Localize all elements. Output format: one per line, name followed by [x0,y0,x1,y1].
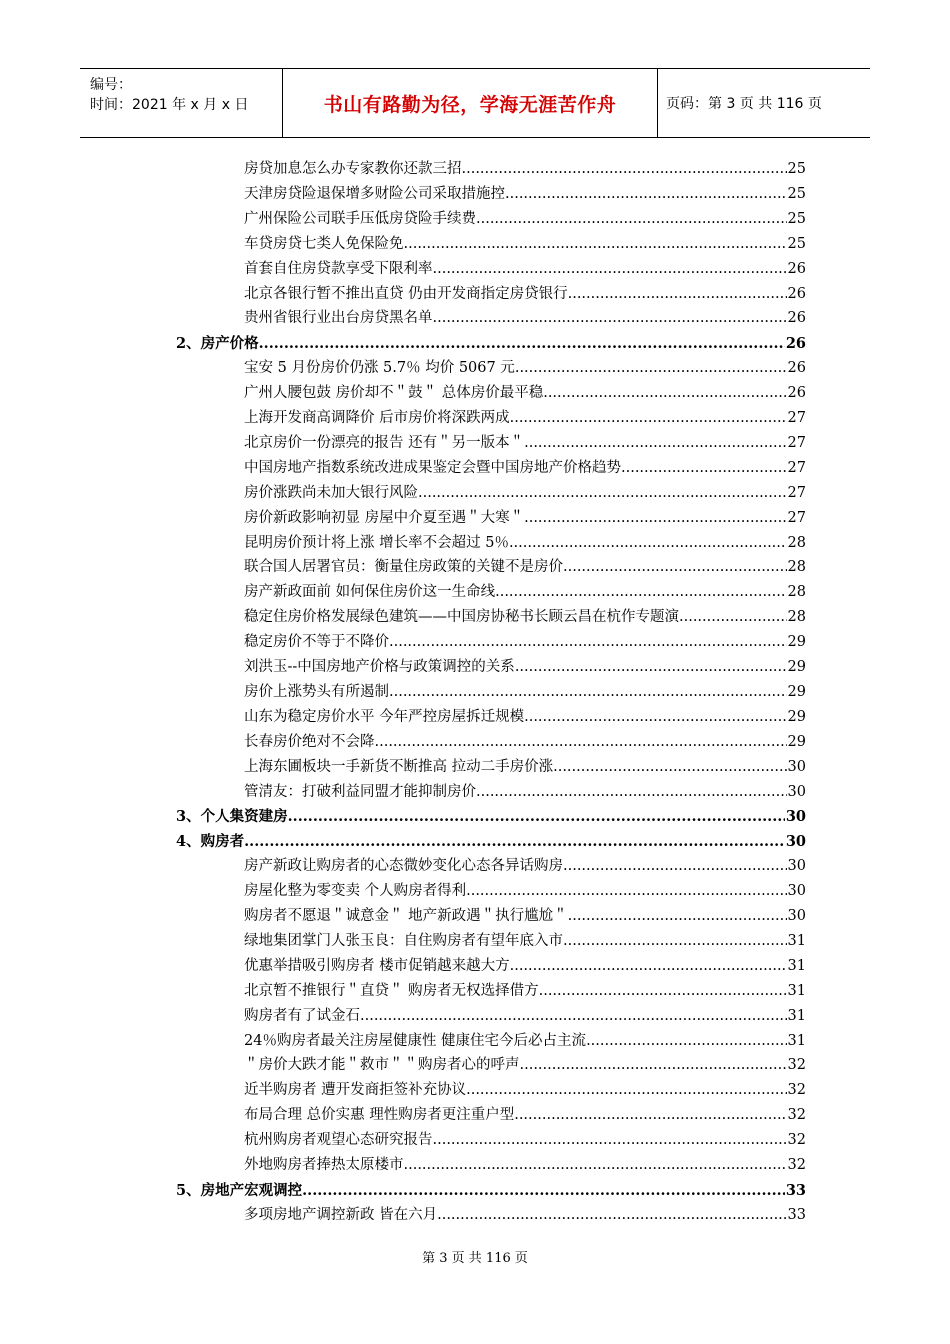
toc-entry[interactable] [244,580,806,605]
toc-entry[interactable] [244,1053,806,1078]
toc-entry-page: 31 [787,1032,806,1049]
toc-entry[interactable] [244,182,806,207]
toc-entry-title: 昆明房价预计将上涨 增长率不会超过 5％ [244,534,509,551]
toc-leader-dots [515,356,787,381]
toc-entry[interactable] [244,431,806,456]
toc-entry-title: 房价新政影响初显 房屋中介夏至遇＂大寒＂ [244,509,525,526]
toc-entry-page: 26 [785,335,806,353]
toc-entry-page: 31 [787,1007,806,1024]
toc-leader-dots [433,257,787,282]
toc-leader-dots [539,979,787,1004]
toc-leader-dots [543,381,786,406]
toc-entry[interactable] [244,680,806,705]
toc-entry-page: 29 [787,659,806,675]
toc-entry-title: 5、房地产宏观调控 [176,1181,303,1199]
toc-entry-page: 28 [787,534,806,551]
toc-entry-title: ＂房价大跌才能＂救市＂＂购房者心的呼声 [244,1057,520,1074]
toc-entry-page: 25 [787,161,806,177]
toc-entry[interactable] [244,356,806,381]
toc-entry-title: 稳定住房价格发展绿色建筑——中国房协秘书长顾云昌在杭作专题演 [244,609,679,626]
toc-entry[interactable] [244,954,806,979]
toc-leader-dots [476,207,787,232]
toc-entry-title: 24％购房者最关注房屋健康性 健康住宅今后必占主流 [244,1032,587,1049]
header-page-label: 页码：第 3 页 共 116 页 [666,96,822,112]
toc-entry-page: 32 [787,1082,806,1099]
toc-entry[interactable] [244,456,806,481]
toc-entry-page: 32 [787,1157,806,1173]
toc-entry-page: 30 [785,833,806,851]
header-page-cell [658,69,870,137]
toc-leader-dots [524,431,786,456]
toc-leader-dots [563,854,787,879]
toc-leader-dots [524,506,786,531]
page-footer: 第 3 页 共 116 页 [422,1251,528,1266]
toc-entry-page: 28 [787,584,806,601]
toc-entry-title: 布局合理 总价实惠 理性购房者更注重户型 [244,1107,515,1124]
toc-leader-dots [302,1178,785,1203]
toc-entry-page: 26 [787,285,806,302]
toc-leader-dots [510,406,787,431]
toc-entry[interactable] [244,655,806,680]
toc-leader-dots [404,232,787,257]
toc-entry-title: 绿地集团掌门人张玉良：自住购房者有望年底入市 [244,932,563,949]
toc-entry-page: 32 [787,1057,806,1074]
toc-leader-dots [509,531,787,556]
toc-entry-page: 30 [787,883,806,900]
toc-leader-dots [259,331,785,356]
toc-entry-page: 27 [787,459,806,476]
toc-entry-page: 32 [787,1132,806,1149]
toc-entry-page: 26 [787,310,806,327]
toc-leader-dots [520,1053,787,1078]
toc-entry-page: 30 [785,808,806,826]
toc-entry-page: 30 [787,858,806,875]
toc-entry-title: 管清友：打破利益同盟才能抑制房价 [244,783,476,800]
toc-entry-page: 28 [787,559,806,576]
toc-entry[interactable] [244,1128,806,1153]
document-number-label: 编号： [90,77,132,93]
toc-entry-title: 房产新政让购房者的心态微妙变化心态各异话购房 [244,858,563,875]
toc-entry-title: 3、个人集资建房 [176,808,288,826]
toc-entry[interactable] [244,1029,806,1054]
toc-leader-dots [433,1128,787,1153]
toc-entry-page: 27 [787,410,806,426]
toc-entry-page: 31 [787,982,806,999]
toc-entry[interactable] [244,630,806,655]
toc-section-entry[interactable] [176,1178,806,1203]
toc-entry[interactable] [244,381,806,406]
toc-leader-dots [553,755,786,780]
toc-leader-dots [437,1203,786,1228]
toc-entry-title: 长春房价绝对不会降 [244,733,375,750]
header-motto-cell [283,69,658,137]
toc-leader-dots [433,306,787,331]
toc-leader-dots [476,780,787,805]
toc-entry[interactable] [244,1153,806,1178]
toc-entry-title: 广州人腰包鼓 房价却不＂鼓＂ 总体房价最平稳 [244,385,544,402]
toc-entry-page: 27 [787,484,806,501]
page-header [80,68,870,138]
toc-entry-title: 近半购房者 遭开发商拒签补充协议 [244,1082,467,1099]
toc-entry-page: 29 [787,634,806,651]
toc-entry-title: 北京各银行暂不推出直贷 仍由开发商指定房贷银行 [244,285,568,302]
toc-entry[interactable] [244,1004,806,1029]
toc-entry[interactable] [244,1103,806,1128]
toc-entry-page: 30 [787,908,806,924]
toc-entry[interactable] [244,282,806,307]
toc-entry[interactable] [244,555,806,580]
toc-entry[interactable] [244,879,806,904]
toc-leader-dots [418,481,787,506]
toc-entry-title: 购房者有了试金石 [244,1007,360,1024]
toc-entry[interactable] [244,531,806,556]
toc-entry-title: 宝安 5 月份房价仍涨 5.7％ 均价 5067 元 [244,360,515,377]
toc-entry-page: 31 [787,932,806,949]
toc-entry-title: 北京暂不推银行＂直贷＂ 购房者无权选择借方 [244,982,539,999]
toc-entry-page: 27 [787,434,806,451]
document-date-label: 时间：2021 年 x 月 x 日 [90,97,249,113]
toc-section-entry[interactable] [176,331,806,356]
toc-entry-page: 30 [787,758,806,775]
toc-leader-dots [466,1078,786,1103]
toc-entry-title: 稳定房价不等于不降价 [244,634,389,651]
toc-entry[interactable] [244,605,806,630]
toc-leader-dots [404,1153,787,1178]
toc-leader-dots [510,954,787,979]
toc-entry[interactable] [244,705,806,730]
toc-entry[interactable] [244,1203,806,1228]
toc-entry[interactable] [244,157,806,182]
toc-entry-page: 33 [787,1206,806,1223]
toc-entry-page: 26 [787,360,806,377]
toc-leader-dots [524,705,786,730]
toc-entry[interactable] [244,929,806,954]
toc-entry-title: 4、购房者 [176,833,245,851]
toc-leader-dots [586,1029,786,1054]
toc-entry-page: 31 [787,957,806,974]
toc-leader-dots [375,730,787,755]
toc-entry[interactable] [244,306,806,331]
toc-entry[interactable] [244,506,806,531]
toc-entry-title: 房贷加息怎么办专家教你还款三招 [244,161,462,177]
toc-leader-dots [515,655,787,680]
header-motto: 书山有路勤为径，学海无涯苦作舟 [323,93,617,116]
toc-leader-dots [244,829,785,854]
toc-entry-title: 天津房贷险退保增多财险公司采取措施控 [244,185,505,202]
toc-entry[interactable] [244,904,806,929]
toc-section-entry[interactable] [176,829,806,854]
toc-entry-page: 25 [787,210,806,227]
toc-leader-dots [505,182,787,207]
toc-entry-title: 山东为稳定房价水平 今年严控房屋拆迁规模 [244,708,525,725]
toc-leader-dots [288,804,785,829]
toc-leader-dots [466,879,786,904]
toc-section-entry[interactable] [176,804,806,829]
toc-entry-title: 房价上涨势头有所遏制 [244,683,389,700]
toc-entry-title: 多项房地产调控新政 皆在六月 [244,1206,438,1223]
toc-entry-title: 上海开发商高调降价 后市房价将深跌两成 [244,410,510,426]
toc-entry-title: 房产新政面前 如何保住房价这一生命线 [244,584,496,601]
toc-entry-title: 外地购房者捧热太原楼市 [244,1157,404,1173]
toc-entry-title: 联合国人居署官员：衡量住房政策的关键不是房价 [244,559,563,576]
toc-entry[interactable] [244,755,806,780]
toc-entry[interactable] [244,979,806,1004]
toc-entry-page: 25 [787,185,806,202]
toc-entry-title: 刘洪玉--中国房地产价格与政策调控的关系 [244,659,515,675]
toc-entry-page: 29 [787,683,806,700]
toc-entry[interactable] [244,1078,806,1103]
toc-leader-dots [495,580,786,605]
toc-entry-page: 26 [787,385,806,402]
toc-leader-dots [563,555,787,580]
toc-entry-page: 28 [787,609,806,626]
toc-entry-title: 中国房地产指数系统改进成果鉴定会暨中国房地产价格趋势 [244,459,621,476]
toc-entry[interactable] [244,232,806,257]
toc-leader-dots [568,282,787,307]
toc-leader-dots [679,605,787,630]
toc-entry-page: 33 [785,1181,806,1199]
toc-entry[interactable] [244,854,806,879]
toc-entry-title: 杭州购房者观望心态研究报告 [244,1132,433,1149]
toc-leader-dots [462,157,787,182]
toc-entry-page: 32 [787,1107,806,1124]
toc-entry-title: 2、房产价格 [176,335,259,353]
toc-entry[interactable] [244,780,806,805]
toc-entry-page: 29 [787,708,806,725]
toc-entry-title: 广州保险公司联手压低房贷险手续费 [244,210,476,227]
toc-entry-page: 30 [787,783,806,800]
toc-entry-title: 购房者不愿退＂诚意金＂ 地产新政遇＂执行尴尬＂ [244,908,568,924]
header-meta [80,69,283,137]
toc-entry[interactable] [244,406,806,431]
toc-leader-dots [568,904,787,929]
toc-entry[interactable] [244,257,806,282]
toc-entry-title: 贵州省银行业出台房贷黑名单 [244,310,433,327]
toc-entry-title: 房价涨跌尚未加大银行风险 [244,484,418,501]
toc-entry-title: 上海东圃板块一手新货不断推高 拉动二手房价涨 [244,758,554,775]
toc-entry[interactable] [244,207,806,232]
toc-entry-title: 车贷房贷七类人免保险免 [244,235,404,252]
toc-entry-title: 首套自住房贷款享受下限利率 [244,260,433,277]
toc-leader-dots [621,456,787,481]
toc-entry[interactable] [244,481,806,506]
toc-leader-dots [389,680,787,705]
toc-leader-dots [389,630,787,655]
toc-leader-dots [514,1103,786,1128]
toc-leader-dots [360,1004,787,1029]
toc-entry-page: 26 [787,260,806,277]
toc-entry-title: 房屋化整为零变卖 个人购房者得利 [244,883,467,900]
toc-entry-title: 北京房价一份漂亮的报告 还有＂另一版本＂ [244,434,525,451]
toc-entry-page: 25 [787,235,806,252]
toc-entry-page: 29 [787,733,806,750]
toc-entry-title: 优惠举措吸引购房者 楼市促销越来越大方 [244,957,510,974]
toc-entry-page: 27 [787,509,806,526]
toc-leader-dots [563,929,787,954]
toc-entry[interactable] [244,730,806,755]
